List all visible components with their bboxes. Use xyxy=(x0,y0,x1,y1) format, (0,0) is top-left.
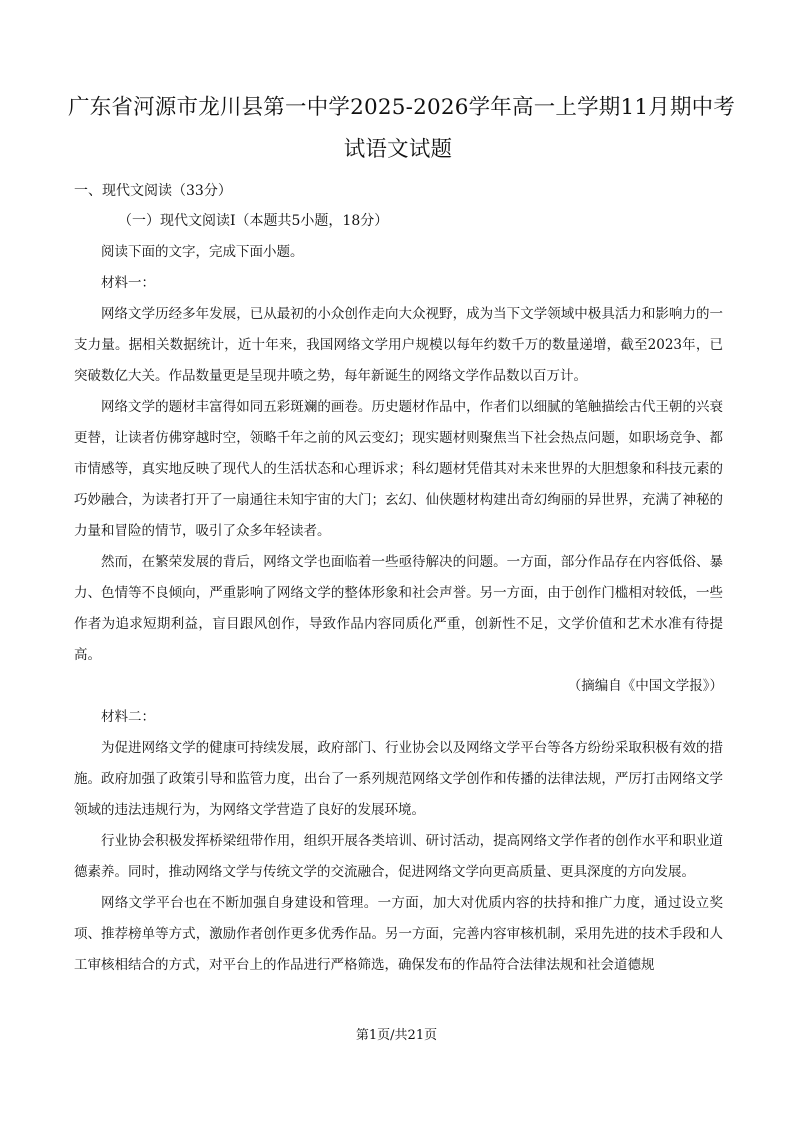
subsection-heading: （一）现代文阅读Ⅰ（本题共5小题，18分） xyxy=(118,213,389,229)
document-title-line1: 广东省河源市龙川县第一中学2025-2026学年高一上学期11月期中考 xyxy=(68,95,736,120)
material1-paragraph-2: 网络文学的题材丰富得如同五彩斑斓的画卷。历史题材作品中，作者们以细腻的笔触描绘古代王朝的兴衰更替，让读者仿佛穿越时空，领略千年之前的风云变幻；现实题材则聚焦当下社会热点问题，如职场竞争、都市情感等，真实地反映了现代人的生活状态和心理诉求；科幻题材凭借其对未来世界的大胆想象和科技元素的巧妙融合，为读者打开了一扇通往未知宇宙的大门；玄幻、仙侠题材构建出奇幻绚丽的异世界，充满了神秘的力量和冒险的情节，吸引了众多年轻读者。 xyxy=(74,399,723,539)
material1-paragraph-3: 然而，在繁荣发展的背后，网络文学也面临着一些亟待解决的问题。一方面，部分作品存在内容低俗、暴力、色情等不良倾向，严重影响了网络文学的整体形象和社会声誉。另一方面，由于创作门槛相对较低，一些作者为追求短期利益，盲目跟风创作，导致作品内容同质化严重，创新性不足，文学价值和艺术水准有待提高。 xyxy=(74,554,723,663)
page-footer: 第1页/共21页 xyxy=(355,1028,438,1043)
document-title-line2: 试语文试题 xyxy=(343,137,453,162)
section-heading: 一、现代文阅读（33分） xyxy=(74,183,232,199)
material2-label: 材料二： xyxy=(101,709,155,725)
material1-paragraph-1: 网络文学历经多年发展，已从最初的小众创作走向大众视野，成为当下文学领域中极具活力和影响力的一支力量。据相关数据统计，近十年来，我国网络文学用户规模以每年约数千万的数量递增，截至2023年，已突破数亿大关。作品数量更是呈现井喷之势，每年新诞生的网络文学作品数以百万计。 xyxy=(74,306,723,384)
document-body xyxy=(74,237,723,981)
material2-paragraph-1: 为促进网络文学的健康可持续发展，政府部门、行业协会以及网络文学平台等各方纷纷采取积极有效的措施。政府加强了政策引导和监管力度，出台了一系列规范网络文学创作和传播的法律法规，严厉打击网络文学领域的违法违规行为，为网络文学营造了良好的发展环境。 xyxy=(74,740,723,818)
material2-paragraph-2: 行业协会积极发挥桥梁纽带作用，组织开展各类培训、研讨活动，提高网络文学作者的创作水平和职业道德素养。同时，推动网络文学与传统文学的交流融合，促进网络文学向更高质量、更具深度的方向发展。 xyxy=(74,833,723,880)
material2-paragraph-3: 网络文学平台也在不断加强自身建设和管理。一方面，加大对优质内容的扶持和推广力度，通过设立奖项、推荐榜单等方式，激励作者创作更多优秀作品。另一方面，完善内容审核机制，采用先进的技术手段和人工审核相结合的方式，对平台上的作品进行严格筛选，确保发布的作品符合法律法规和社会道德规 xyxy=(74,895,723,973)
material1-label: 材料一： xyxy=(101,275,155,291)
material1-source: （摘编自《中国文学报》） xyxy=(567,678,723,694)
instruction-text: 阅读下面的文字，完成下面小题。 xyxy=(101,244,304,260)
